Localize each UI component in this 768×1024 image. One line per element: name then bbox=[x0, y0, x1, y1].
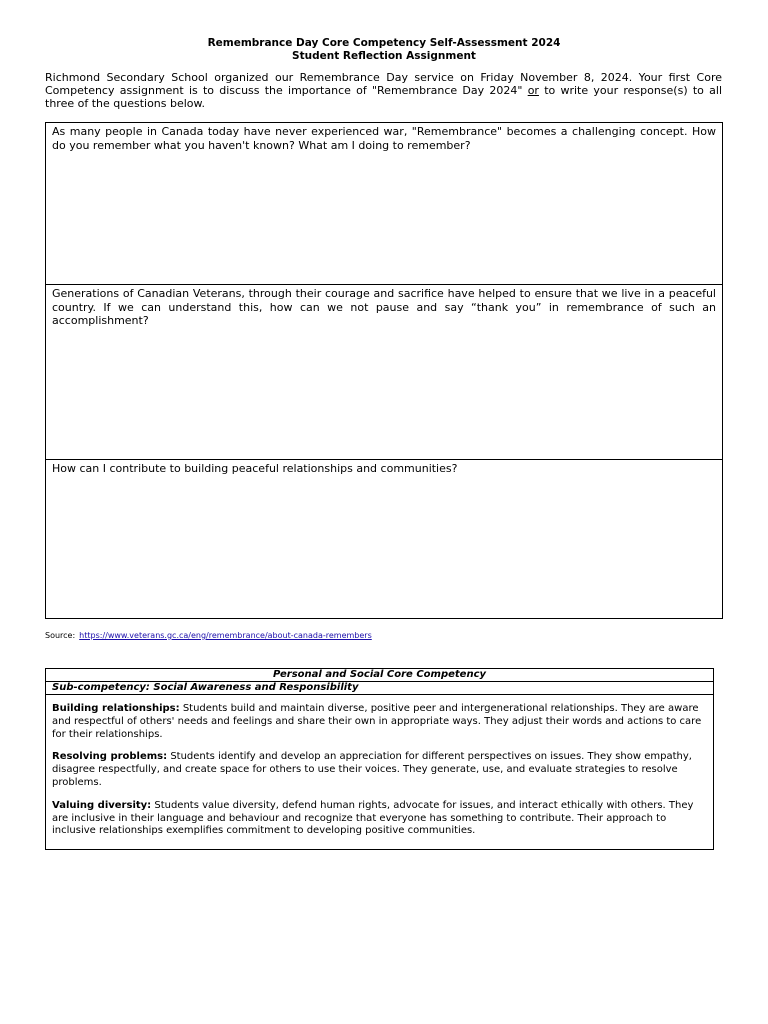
competency-text: Students identify and develop an appreciation for different perspectives on issues. They show empathy, disagree respectfully, and create space for others to use their voices. They generate, use, and evaluate strategies to resolve problems. bbox=[52, 751, 692, 788]
source-label: Source: bbox=[45, 631, 76, 640]
question-cell-2[interactable] bbox=[46, 285, 722, 460]
competency-text: Students build and maintain diverse, positive peer and intergenerational relationships. They are aware and respectful of others' needs and feelings and share their own in appropriate ways. They adjust their words and actions to care for their relationships. bbox=[52, 703, 702, 740]
question-cell-1[interactable] bbox=[46, 123, 722, 285]
question-text-3: How can I contribute to building peaceful relationships and communities? bbox=[52, 462, 458, 475]
source-link[interactable]: https://www.veterans.gc.ca/eng/remembrance/about-canada-remembers bbox=[79, 631, 372, 640]
source-line bbox=[45, 631, 372, 641]
competency-term: Building relationships: bbox=[52, 703, 180, 714]
competency-term: Resolving problems: bbox=[52, 751, 168, 763]
competency-text: Students value diversity, defend human rights, advocate for issues, and interact ethically with others. They are inclusive in their language and behaviour and recognize that everyone has something to contribute. Their approach to inclusive relationships exemplifies commitment to developing positive communities. bbox=[52, 799, 694, 837]
competency-heading: Personal and Social Core Competency bbox=[46, 669, 713, 682]
intro-paragraph bbox=[45, 72, 722, 110]
question-cell-3[interactable] bbox=[46, 460, 722, 618]
subtitle-line: Student Reflection Assignment bbox=[292, 50, 476, 62]
question-text-1: As many people in Canada today have never experienced war, "Remembrance" becomes a challenging concept. How do you remember what you haven't known? What am I doing to remember? bbox=[52, 125, 716, 152]
subcompetency-heading: Sub-competency: Social Awareness and Responsibility bbox=[46, 682, 713, 695]
competency-item-building bbox=[52, 703, 707, 741]
competency-term: Valuing diversity: bbox=[52, 799, 152, 811]
intro-or: or bbox=[527, 83, 539, 97]
competency-item-resolving bbox=[52, 751, 707, 789]
document-title bbox=[0, 37, 768, 63]
question-text-2: Generations of Canadian Veterans, through their courage and sacrifice have helped to ensure that we live in a peaceful country. If we can understand this, how can we not pause and say “thank you” in remembrance of such an accomplishment? bbox=[52, 287, 716, 327]
intro-text-1: Richmond Secondary School organized our Remembrance Day service on Friday November 8, 2024. Your first Core Competency assignment is to discuss the importance of "Remembrance Day 2024" bbox=[45, 71, 722, 97]
questions-table bbox=[45, 122, 723, 619]
competency-item-valuing bbox=[52, 800, 707, 838]
title-line: Remembrance Day Core Competency Self-Assessment 2024 bbox=[207, 37, 561, 49]
competency-table bbox=[45, 668, 714, 850]
competency-body bbox=[46, 695, 713, 849]
intro-text-2: to write your response(s) to all three of the questions below. bbox=[45, 83, 722, 110]
